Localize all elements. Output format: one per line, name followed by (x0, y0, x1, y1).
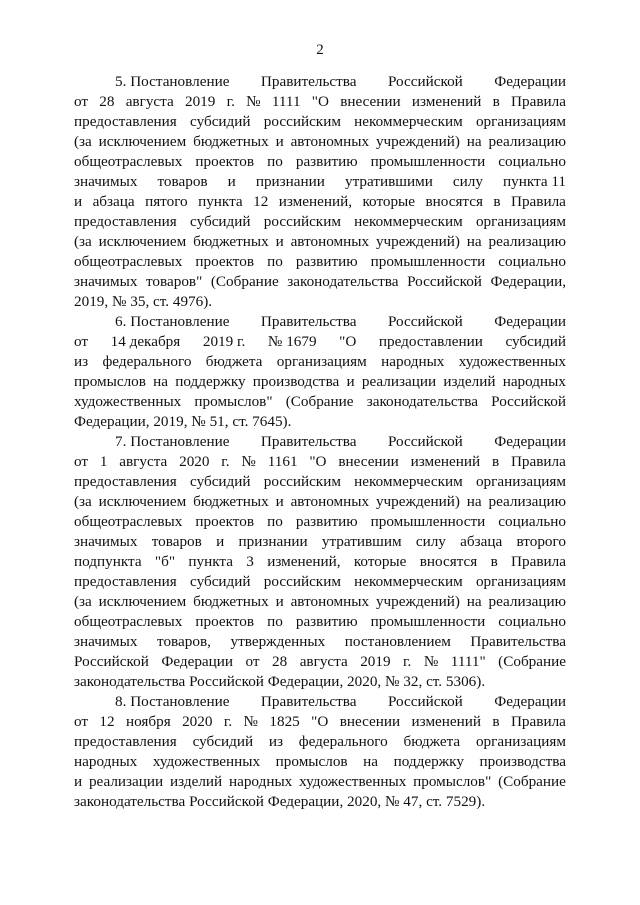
word: абзаца (92, 193, 135, 210)
word: федерального (102, 353, 192, 370)
word: социально (498, 153, 566, 170)
word: на (363, 753, 379, 770)
word: 12 (99, 713, 115, 730)
text-line (74, 512, 566, 532)
word: проектов (195, 253, 255, 270)
word: 2019 (360, 653, 391, 670)
text-line (74, 532, 566, 552)
text-line (74, 492, 566, 512)
word: на (466, 493, 482, 510)
word: исключением (98, 593, 187, 610)
word: изменений (411, 713, 482, 730)
word: и (346, 373, 355, 390)
word: от (245, 653, 260, 670)
word: пункта 11 (502, 173, 566, 190)
word: 2019, № 35, ст. 4976). (74, 293, 213, 310)
word: 1 (99, 453, 108, 470)
word: Федерации, (490, 273, 566, 290)
word: "О (311, 713, 329, 730)
word: автономных (290, 493, 370, 510)
word: законодательства (366, 393, 478, 410)
text-line (74, 552, 566, 572)
word: постановлением (344, 633, 451, 650)
page-number: 2 (316, 42, 324, 58)
word: учреждений) (375, 133, 460, 150)
word: абзаца (460, 533, 503, 550)
word: субсидий (505, 333, 566, 350)
word: утратившим (321, 533, 402, 550)
list-item (74, 72, 566, 312)
word: "О (311, 93, 329, 110)
word: промышленности (370, 253, 486, 270)
word: промыслов" (413, 773, 492, 790)
word: бюджета (205, 353, 263, 370)
list-item (74, 432, 566, 692)
word: народных (502, 373, 566, 390)
word: изменений, (278, 193, 353, 210)
word: промыслов" (194, 393, 273, 410)
word: 2019 г. (202, 333, 246, 350)
word: и (74, 193, 83, 210)
word: некоммерческим (354, 213, 463, 230)
word: исключением (98, 233, 187, 250)
word: российским (263, 213, 341, 230)
word: и (275, 493, 284, 510)
word: товаров (151, 533, 202, 550)
text-line (74, 572, 566, 592)
word: предоставления (74, 113, 177, 130)
word: и (275, 593, 284, 610)
word: на (466, 233, 482, 250)
word: автономных (290, 133, 370, 150)
word: которые (362, 193, 416, 210)
word: социально (498, 513, 566, 530)
word: художественных (74, 393, 182, 410)
word: значимых (74, 273, 138, 290)
word: № 1679 (267, 333, 317, 350)
word: из (74, 353, 89, 370)
word: некоммерческим (354, 113, 463, 130)
word: Федерации (494, 313, 566, 330)
word: 1111 (271, 93, 301, 110)
word: изменений (410, 453, 481, 470)
word: товаров (157, 173, 208, 190)
word: от (74, 713, 89, 730)
word: организациям (276, 353, 367, 370)
word: 12 (253, 193, 269, 210)
word: предоставлении (378, 333, 483, 350)
text-line (74, 612, 566, 632)
list-item (74, 692, 566, 812)
word: августа (299, 653, 348, 670)
word: (Собрание (210, 273, 279, 290)
word: реализацию (488, 133, 566, 150)
word: (Собрание (498, 653, 566, 670)
text-line (74, 792, 566, 812)
word: художественных (299, 773, 407, 790)
word: российским (263, 113, 341, 130)
word: субсидий (190, 213, 251, 230)
word: организациям (475, 733, 566, 750)
word: 28 (272, 653, 288, 670)
word: в (490, 553, 498, 570)
word: утратившими (344, 173, 433, 190)
word: г. (221, 453, 230, 470)
word: по (267, 613, 283, 630)
word: бюджетных (193, 593, 269, 610)
word: 5. Постановление (115, 73, 230, 90)
word: Правила (511, 193, 566, 210)
word: развитию (295, 613, 358, 630)
text-line (74, 292, 566, 312)
text-line (74, 432, 566, 452)
word: г. (223, 713, 233, 730)
text-line (74, 232, 566, 252)
word: учреждений) (375, 233, 460, 250)
word: в (491, 453, 500, 470)
word: силу (415, 533, 446, 550)
word: Федерации (494, 73, 566, 90)
word: Российской (407, 273, 482, 290)
word: общеотраслевых (74, 613, 183, 630)
word: по (267, 513, 283, 530)
word: субсидий (190, 573, 251, 590)
word: по (267, 153, 283, 170)
word: производства (479, 753, 566, 770)
word: № (246, 93, 261, 110)
word: (за (74, 233, 92, 250)
word: в (492, 713, 500, 730)
text-line (74, 672, 566, 692)
word: утвержденных (230, 633, 326, 650)
word: вносятся (419, 553, 478, 570)
word: и (227, 173, 236, 190)
word: пункта (198, 193, 243, 210)
word: реализацию (488, 593, 566, 610)
word: значимых (74, 633, 138, 650)
word: 7. Постановление (115, 433, 230, 450)
word: Российской (387, 73, 463, 90)
word: вносятся (425, 193, 483, 210)
word: законодательства (287, 273, 399, 290)
text-line (74, 712, 566, 732)
word: учреждений) (375, 493, 460, 510)
word: бюджета (403, 733, 461, 750)
word: федерального (298, 733, 388, 750)
word: Правила (510, 713, 566, 730)
word: пункта (188, 553, 233, 570)
word: Правила (510, 453, 566, 470)
word: поддержку (393, 753, 464, 770)
text-line (74, 412, 566, 432)
word: социально (498, 613, 566, 630)
word: на (466, 133, 482, 150)
text-line (74, 632, 566, 652)
word: законодательства Российской Федерации, 2020, № 47, ст. 7529). (74, 793, 486, 810)
word: Российской (387, 433, 463, 450)
word: "б" (154, 553, 176, 570)
text-line (74, 332, 566, 352)
word: Федерации (494, 693, 566, 710)
text-line (74, 692, 566, 712)
word: бюджетных (193, 233, 269, 250)
word: общеотраслевых (74, 253, 183, 270)
word: внесении (339, 713, 401, 730)
word: организациям (475, 213, 566, 230)
word: реализацию (488, 233, 566, 250)
text-line (74, 172, 566, 192)
word: внесении (338, 453, 399, 470)
word: промыслов (275, 753, 348, 770)
word: 2020 (179, 453, 210, 470)
word: "О (339, 333, 357, 350)
word: производства (252, 373, 340, 390)
text-line (74, 472, 566, 492)
text-line (74, 92, 566, 112)
word: августа (119, 453, 168, 470)
word: г. (226, 93, 235, 110)
word: законодательства Российской Федерации, 2020, № 32, ст. 5306). (74, 673, 486, 690)
word: ноября (125, 713, 171, 730)
text-line (74, 152, 566, 172)
word: 28 (99, 93, 115, 110)
word: проектов (195, 613, 255, 630)
word: художественных (152, 753, 261, 770)
word: по (267, 253, 283, 270)
word: "О (309, 453, 327, 470)
word: (Собрание (498, 773, 566, 790)
word: 3 (246, 553, 254, 570)
word: учреждений) (375, 593, 460, 610)
word: художественных (458, 353, 566, 370)
word: некоммерческим (354, 573, 463, 590)
word: № (241, 453, 256, 470)
word: субсидий (190, 473, 251, 490)
word: проектов (195, 513, 255, 530)
word: 8. Постановление (115, 693, 230, 710)
word: организациям (475, 113, 566, 130)
word: 1161 (267, 453, 298, 470)
word: Федерации (494, 433, 566, 450)
word: субсидий (192, 733, 254, 750)
word: бюджетных (193, 493, 269, 510)
word: народных (74, 753, 138, 770)
text-line (74, 592, 566, 612)
word: предоставления (74, 213, 177, 230)
word: (за (74, 493, 92, 510)
word: промыслов (74, 373, 146, 390)
word: автономных (290, 593, 370, 610)
word: и (74, 773, 83, 790)
text-line (74, 392, 566, 412)
word: (Собрание (285, 393, 354, 410)
text-line (74, 192, 566, 212)
word: автономных (290, 233, 370, 250)
word: из (268, 733, 283, 750)
word: в (492, 93, 500, 110)
word: от (74, 453, 89, 470)
word: Правительства (470, 633, 566, 650)
word: народных (381, 353, 445, 370)
word: российским (263, 573, 341, 590)
word: некоммерческим (354, 473, 463, 490)
word: 6. Постановление (115, 313, 230, 330)
word: второго (516, 533, 566, 550)
word: значимых (74, 533, 138, 550)
text-line (74, 112, 566, 132)
text-line (74, 752, 566, 772)
word: промышленности (370, 513, 486, 530)
word: внесении (340, 93, 401, 110)
word: развитию (295, 253, 358, 270)
word: № (243, 713, 259, 730)
word: изменений, (267, 553, 341, 570)
word: развитию (295, 513, 358, 530)
text-line (74, 72, 566, 92)
word: Федерации, 2019, № 51, ст. 7645). (74, 413, 292, 430)
word: Правила (511, 93, 566, 110)
word: социально (498, 253, 566, 270)
word: реализации (361, 373, 437, 390)
word: общеотраслевых (74, 153, 183, 170)
word: российским (263, 473, 341, 490)
word: признании (238, 533, 308, 550)
word: и (275, 133, 284, 150)
word: промышленности (370, 613, 486, 630)
word: исключением (98, 493, 187, 510)
word: 2020 (182, 713, 213, 730)
word: поддержку (175, 373, 246, 390)
word: Российской (387, 693, 463, 710)
text-line (74, 352, 566, 372)
word: 14 декабря (110, 333, 181, 350)
word: пятого (145, 193, 188, 210)
word: от (74, 93, 89, 110)
word: на (153, 373, 169, 390)
word: Правительства (260, 693, 357, 710)
word: № (423, 653, 439, 670)
text-line (74, 372, 566, 392)
word: товаров" (145, 273, 203, 290)
word: (за (74, 133, 92, 150)
word: от (74, 333, 89, 350)
word: Российской (74, 653, 149, 670)
text-line (74, 652, 566, 672)
word: предоставления (74, 473, 177, 490)
text-line (74, 272, 566, 292)
text-line (74, 312, 566, 332)
word: 1111" (450, 653, 486, 670)
word: и (275, 233, 284, 250)
word: исключением (98, 133, 187, 150)
word: развитию (295, 153, 358, 170)
document-body (74, 72, 566, 812)
word: народных (228, 773, 293, 790)
word: изделий (443, 373, 496, 390)
word: реализацию (488, 493, 566, 510)
list-item (74, 312, 566, 432)
word: общеотраслевых (74, 513, 183, 530)
text-line (74, 252, 566, 272)
word: 2019 (184, 93, 216, 110)
word: изделий (170, 773, 223, 790)
word: подпункта (74, 553, 142, 570)
word: в (493, 193, 501, 210)
word: организациям (475, 573, 566, 590)
text-line (74, 212, 566, 232)
word: бюджетных (193, 133, 269, 150)
text-line (74, 452, 566, 472)
word: Российской (387, 313, 463, 330)
word: реализации (88, 773, 164, 790)
word: значимых (74, 173, 138, 190)
word: изменений (411, 93, 482, 110)
word: предоставления (74, 573, 177, 590)
word: субсидий (190, 113, 251, 130)
word: признании (255, 173, 325, 190)
word: проектов (195, 153, 255, 170)
text-line (74, 732, 566, 752)
word: августа (125, 93, 174, 110)
word: организациям (475, 473, 566, 490)
word: промышленности (370, 153, 486, 170)
word: (за (74, 593, 92, 610)
text-line (74, 132, 566, 152)
word: и (216, 533, 225, 550)
text-line (74, 772, 566, 792)
word: Правительства (260, 73, 357, 90)
word: предоставления (74, 733, 177, 750)
word: Правила (511, 553, 566, 570)
word: 1825 (269, 713, 300, 730)
word: Правительства (260, 433, 357, 450)
word: г. (403, 653, 412, 670)
word: Федерации (161, 653, 234, 670)
word: Правительства (260, 313, 357, 330)
word: товаров, (157, 633, 211, 650)
word: силу (452, 173, 483, 190)
word: на (466, 593, 482, 610)
word: Российской (491, 393, 566, 410)
word: которые (353, 553, 407, 570)
